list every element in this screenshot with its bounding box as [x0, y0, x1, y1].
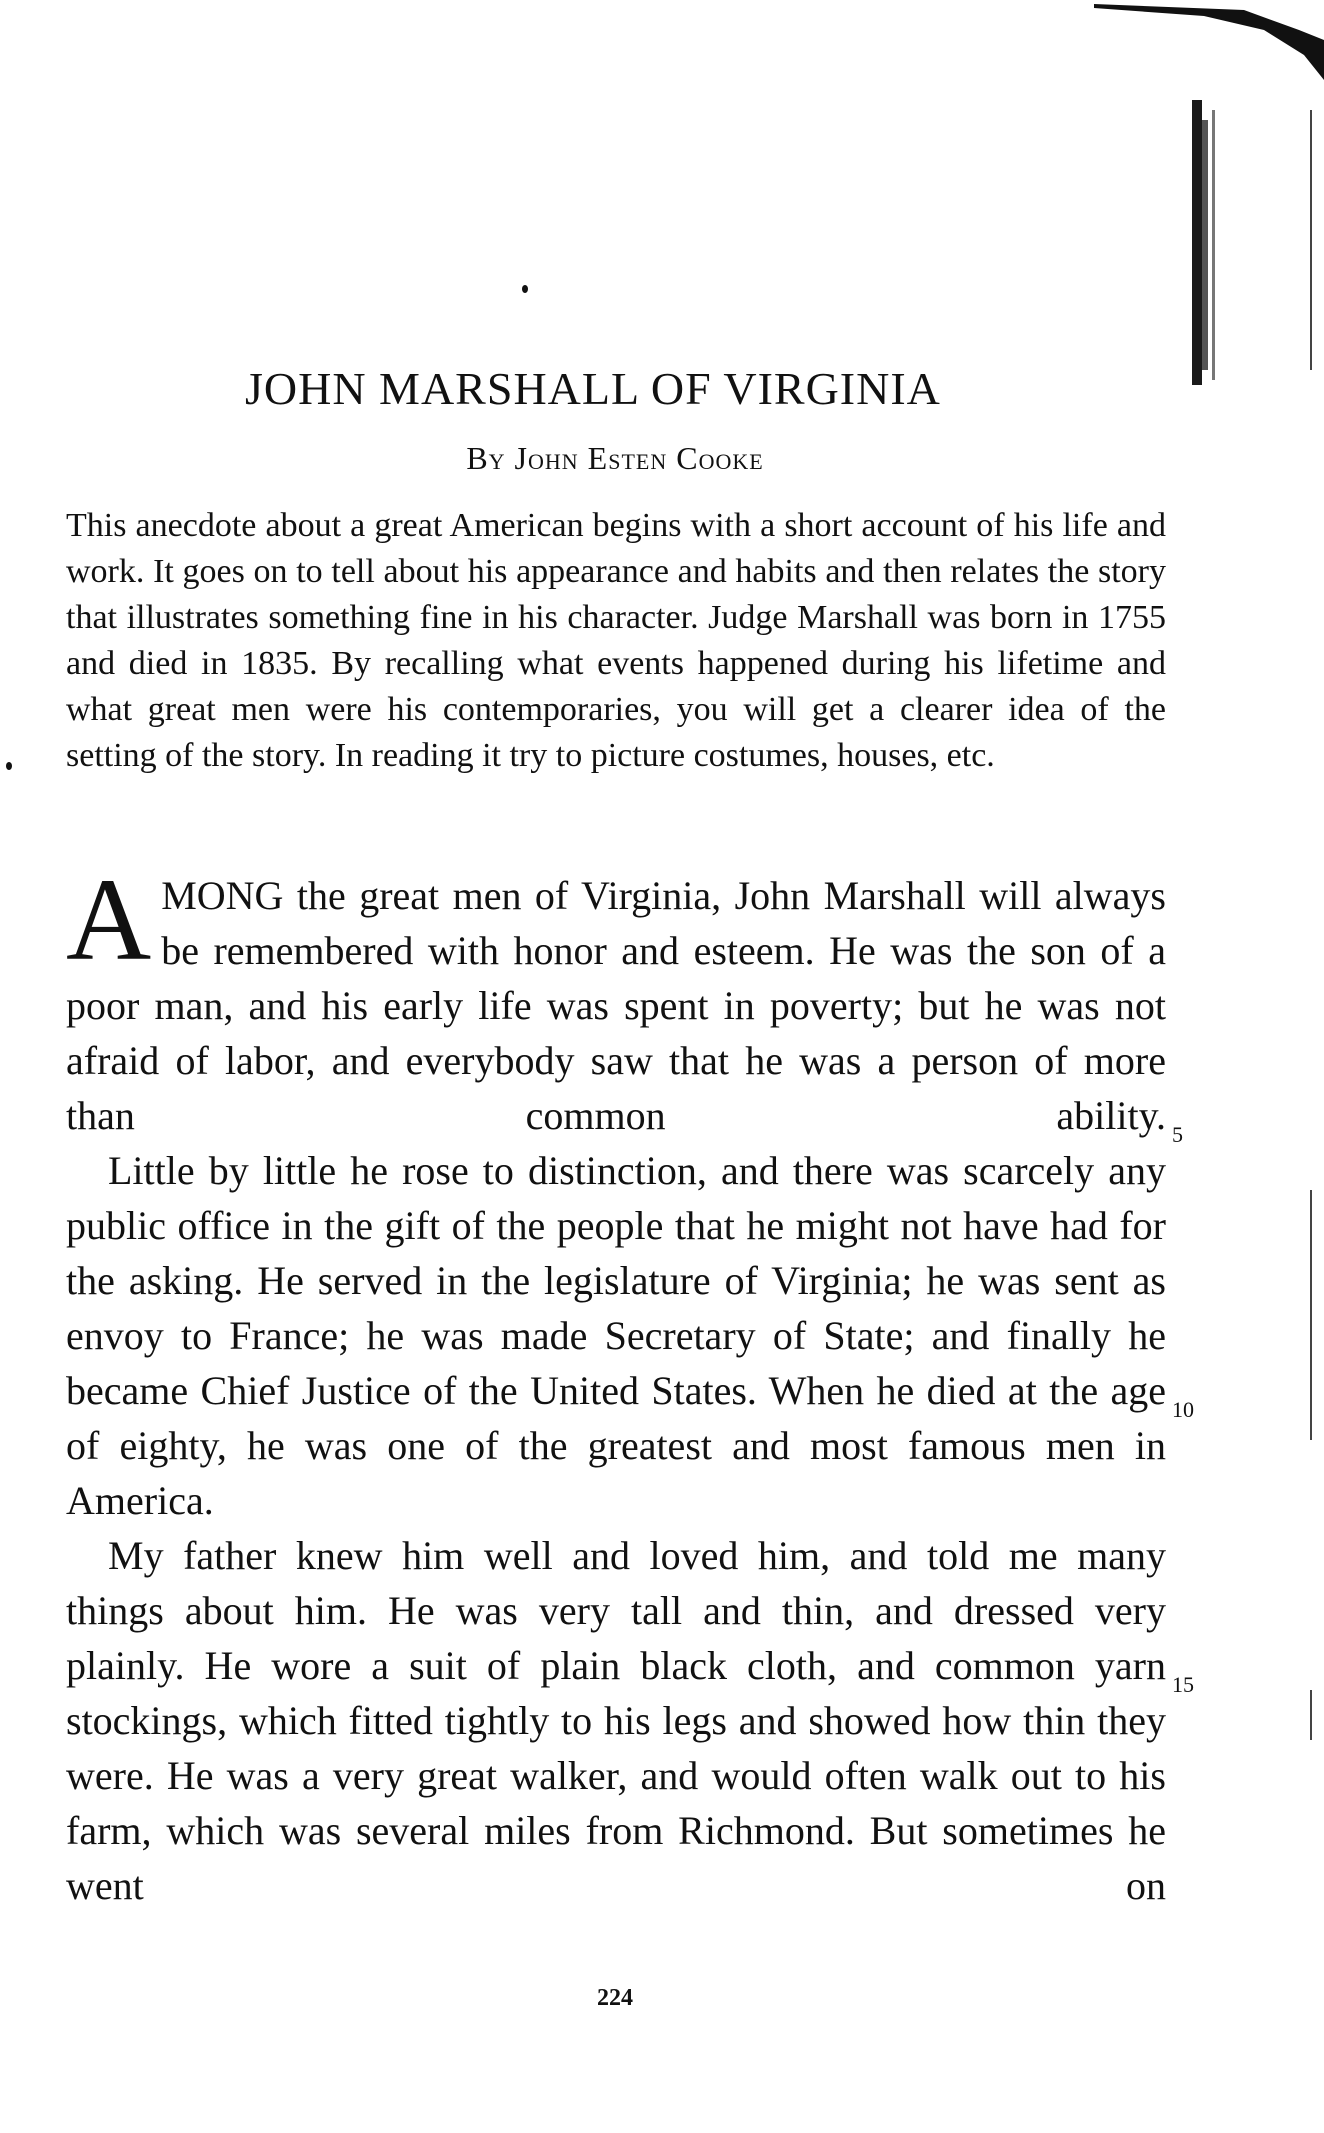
paragraph-1 — [66, 854, 1166, 1143]
ink-dot — [522, 285, 528, 293]
story-body — [66, 854, 1166, 1913]
corner-scan-mark — [1094, 0, 1324, 80]
edge-rule-1 — [1310, 110, 1312, 370]
intro-note — [66, 503, 1166, 779]
paragraph-1-text: MONG the great men of Virginia, John Marshall will always be remembered with honor and esteem. He was the son of a poor man, and his early life was spent in poverty; but he was not afraid of labor, and everybody saw that he was a person of more than common ability. — [66, 873, 1166, 1138]
ink-dot — [6, 762, 12, 770]
intro-paragraph: This anecdote about a great American begins with a short account of his life and work. It goes on to tell about his appearance and habits and then relates the story that illustrates something fine in his character. Judge Marshall was born in 1755 and died in 1835. By recalling what events happened during his lifetime and what great men were his contemporaries, you will get a clearer idea of the setting of the story. In reading it try to picture costumes, houses, etc. — [66, 507, 1166, 774]
binding-edge-mark — [1186, 100, 1226, 385]
edge-rule-3 — [1310, 1690, 1312, 1740]
byline: By John Esten Cooke — [466, 440, 764, 476]
edge-rule-2 — [1310, 1190, 1312, 1440]
paragraph-2: Little by little he rose to distinction, and there was scarcely any public office in the gift of the people that he might not have had for the asking. He served in the legislature of Virginia; he was sent as envoy to France; he was made Secretary of State; and finally he became Chief Justice of the United States. When he died at the age of eighty, he was one of the greatest and most famous men in America. — [66, 1148, 1166, 1523]
page-number: 224 — [597, 1985, 633, 2011]
line-number-5: 5 — [1172, 1122, 1183, 1147]
paragraph-3: My father knew him well and loved him, and told me many things about him. He was very tall and thin, and dressed very plainly. He wore a suit of plain black cloth, and common yarn stockings, which fitted tightly to his legs and showed how thin they were. He was a very great walker, and would often walk out to his farm, which was several miles from Richmond. But sometimes he went on — [66, 1533, 1166, 1908]
line-number-15: 15 — [1172, 1672, 1194, 1697]
drop-cap: A — [66, 854, 152, 985]
page-title: JOHN MARSHALL OF VIRGINIA — [245, 363, 941, 414]
line-number-10: 10 — [1172, 1397, 1194, 1422]
